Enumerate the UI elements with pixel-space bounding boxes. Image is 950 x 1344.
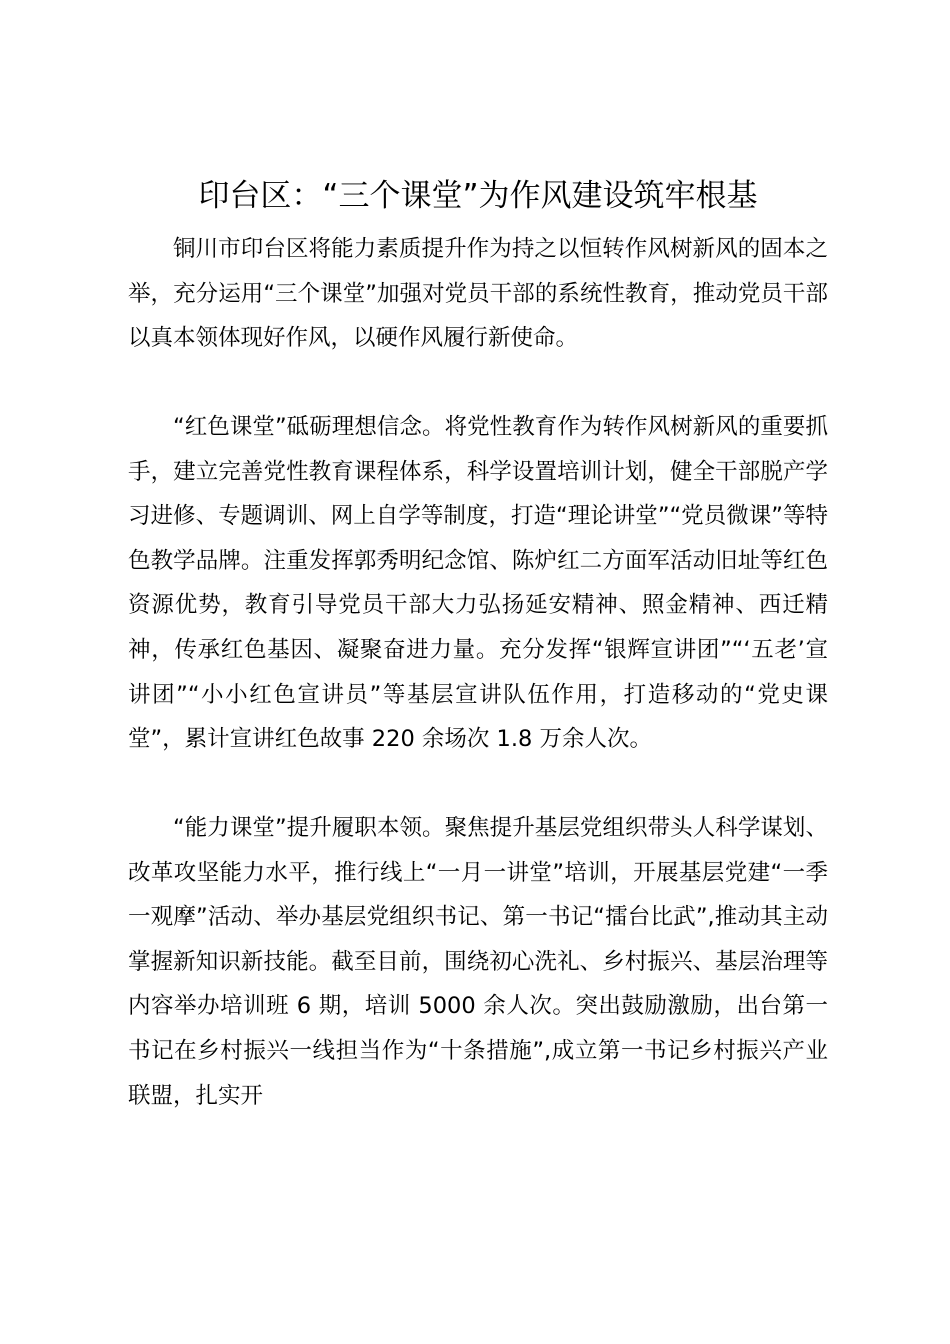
- document-title: 印台区：“三个课堂”为作风建设筑牢根基: [198, 178, 758, 214]
- paragraph-intro: 铜川市印台区将能力素质提升作为持之以恒转作风树新风的固本之举，充分运用“三个课堂”加强对党员干部的系统性教育，推动党员干部以真本领体现好作风，以硬作风履行新使命。: [128, 236, 828, 352]
- paragraph-ability-classroom: “能力课堂”提升履职本领。聚焦提升基层党组织带头人科学谋划、改革攻坚能力水平，推行线上“一月一讲堂”培训，开展基层党建“一季一观摩”活动、举办基层党组织书记、第一书记“擂台比武”,推动其主动掌握新知识新技能。截至目前，围绕初心洗礼、乡村振兴、基层治理等内容举办培训班 6 期，培训 5000 余人次。突出鼓励激励，出台第一书记在乡村振兴一线担当作为“十条措施”,成立第一书记乡村振兴产业联盟，扎实开: [128, 815, 828, 1109]
- paragraph-red-classroom: “红色课堂”砥砺理想信念。将党性教育作为转作风树新风的重要抓手，建立完善党性教育课程体系，科学设置培训计划，健全干部脱产学习进修、专题调训、网上自学等制度，打造“理论讲堂”“党员微课”等特色教学品牌。注重发挥郭秀明纪念馆、陈炉红二方面军活动旧址等红色资源优势，教育引导党员干部大力弘扬延安精神、照金精神、西迁精神，传承红色基因、凝聚奋进力量。充分发挥“银辉宣讲团”“‘五老’宣讲团”“小小红色宣讲员”等基层宣讲队伍作用，打造移动的“党史课堂”，累计宣讲红色故事 220 余场次 1.8 万余人次。: [128, 414, 828, 753]
